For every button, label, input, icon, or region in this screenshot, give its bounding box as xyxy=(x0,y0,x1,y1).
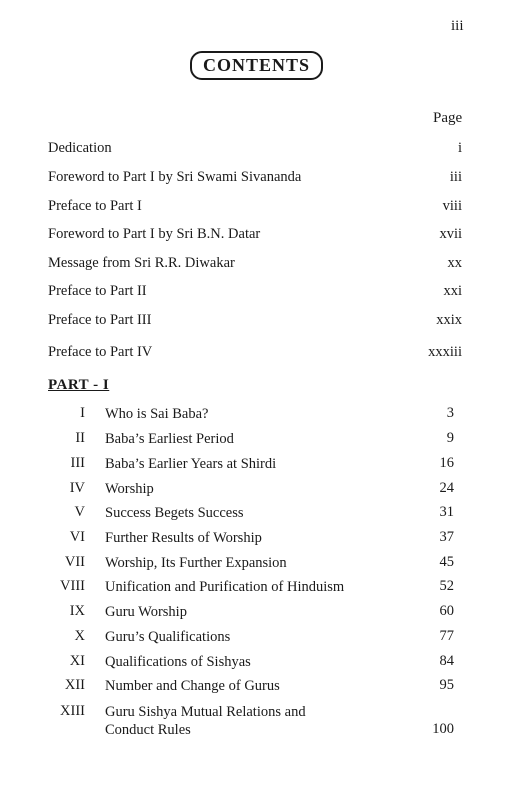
toc-entry-label: Foreword to Part I by Sri Swami Sivananda xyxy=(48,169,302,185)
chapter-page: 52 xyxy=(439,578,454,594)
chapter-title: Baba’s Earliest Period xyxy=(105,431,234,447)
chapter-title: Guru’s Qualifications xyxy=(105,629,231,645)
toc-entry-page: iii xyxy=(449,169,462,185)
chapter-number: II xyxy=(75,430,85,446)
chapter-title: Unification and Purification of Hinduism xyxy=(105,579,345,595)
toc-entry-page: viii xyxy=(442,198,462,214)
toc-entry-page: xxix xyxy=(436,312,462,328)
chapter-title: Worship xyxy=(105,481,154,497)
toc-entry-label: Dedication xyxy=(48,140,112,156)
chapter-number: VI xyxy=(69,529,85,545)
chapter-page: 60 xyxy=(439,603,454,619)
toc-entry-page: xvii xyxy=(439,226,462,242)
chapter-title: Who is Sai Baba? xyxy=(105,406,209,422)
chapter-title: Guru Sishya Mutual Relations and xyxy=(105,704,306,720)
chapter-number: XII xyxy=(64,677,85,693)
page-title: CONTENTS xyxy=(190,51,323,80)
chapter-page: 16 xyxy=(439,455,454,471)
chapter-title-continuation: Conduct Rules xyxy=(105,722,191,738)
toc-entry-page: xxi xyxy=(443,283,462,299)
chapter-number: XIII xyxy=(60,703,85,719)
chapter-number: V xyxy=(74,504,85,520)
toc-entry-page: xxxiii xyxy=(428,344,462,360)
chapter-number: X xyxy=(74,628,85,644)
page-number: iii xyxy=(451,18,464,34)
chapter-title: Success Begets Success xyxy=(105,505,244,521)
chapter-page: 95 xyxy=(439,677,454,693)
chapter-title: Worship, Its Further Expansion xyxy=(105,555,287,571)
chapter-title: Guru Worship xyxy=(105,604,187,620)
chapter-page: 31 xyxy=(439,504,454,520)
chapter-title: Number and Change of Gurus xyxy=(105,678,280,694)
chapter-number: VII xyxy=(64,554,85,570)
chapter-number: IV xyxy=(69,480,85,496)
chapter-page: 100 xyxy=(432,721,454,737)
chapter-number: IX xyxy=(69,603,85,619)
chapter-title: Further Results of Worship xyxy=(105,530,262,546)
chapter-number: VIII xyxy=(60,578,85,594)
chapter-page: 77 xyxy=(439,628,454,644)
toc-entry-label: Preface to Part IV xyxy=(48,344,153,360)
page-column-header: Page xyxy=(433,110,463,126)
toc-entry-label: Preface to Part II xyxy=(48,283,147,299)
chapter-number: III xyxy=(70,455,85,471)
chapter-page: 3 xyxy=(446,405,454,421)
chapter-page: 37 xyxy=(439,529,454,545)
chapter-number: I xyxy=(80,405,85,421)
chapter-page: 45 xyxy=(439,554,454,570)
toc-entry-label: Preface to Part I xyxy=(48,198,142,214)
chapter-page: 9 xyxy=(446,430,454,446)
toc-entry-page: xx xyxy=(447,255,462,271)
toc-entry-label: Preface to Part III xyxy=(48,312,152,328)
toc-entry-label: Message from Sri R.R. Diwakar xyxy=(48,255,235,271)
chapter-title: Baba’s Earlier Years at Shirdi xyxy=(105,456,277,472)
chapter-title: Qualifications of Sishyas xyxy=(105,654,251,670)
chapter-number: XI xyxy=(69,653,85,669)
toc-entry-label: Foreword to Part I by Sri B.N. Datar xyxy=(48,226,261,242)
toc-entry-page: i xyxy=(457,140,462,156)
chapter-page: 84 xyxy=(439,653,454,669)
part-heading: PART - I xyxy=(48,377,110,393)
chapter-page: 24 xyxy=(439,480,454,496)
